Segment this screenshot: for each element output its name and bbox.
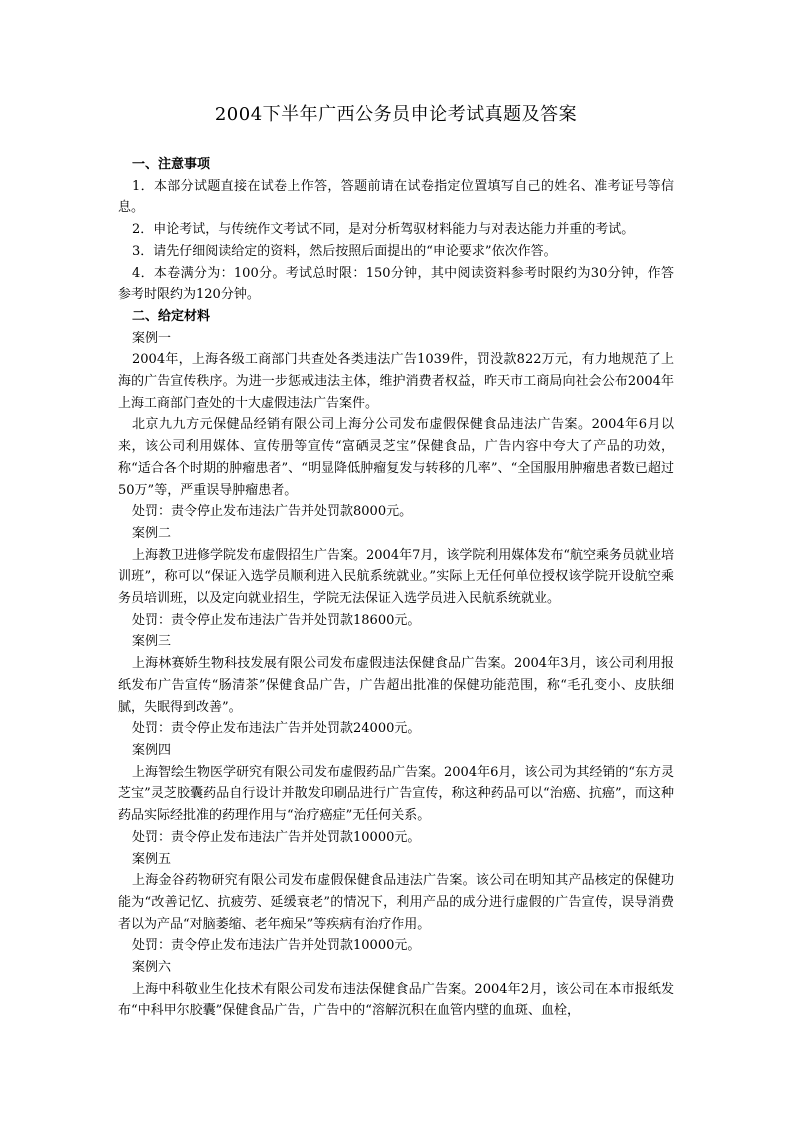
case-body: 上海金谷药物研究有限公司发布虚假保健食品违法广告案。该公司在明知其产品核定的保健功能为“改善记忆、抗疲劳、延缓衰老”的情况下，利用产品的成分进行虚假的广告宣传，误导消费者以为产品“对脑萎缩、老年痴呆”等疾病有治疗作用。 [118,873,674,932]
case-penalty: 处罚：责令停止发布违法广告并处罚款8000元。 [132,504,413,520]
case-label: 案例五 [132,851,172,867]
case-body: 上海智绘生物医学研究有限公司发布虚假药品广告案。2004年6月，该公司为其经销的“东方灵芝宝”灵芝胶囊药品自行设计并散发印刷品进行广告宣传，称这种药品可以“治癌、抗癌”，而这种药品实际经批准的药理作用与“治疗癌症”无任何关系。 [118,764,675,824]
section-materials [118,306,674,1022]
case-penalty: 处罚：责令停止发布违法广告并处罚款10000元。 [132,938,421,954]
section-heading: 二、给定材料 [132,308,211,324]
case-body: 上海教卫进修学院发布虚假招生广告案。2004年7月，该学院利用媒体发布“航空乘务员就业培训班”，称可以“保证入选学员顺利进入民航系统就业。”实际上无任何单位授权该学院开设航空乘务员培训班，以及定向就业招生，学院无法保证入选学员进入民航系统就业。 [118,547,675,607]
case-label: 案例二 [132,525,172,541]
case-label: 案例三 [132,634,172,650]
case-body: 北京九九方元保健品经销有限公司上海分公司发布虚假保健食品违法广告案。2004年6月以来，该公司利用媒体、宣传册等宣传“富硒灵芝宝”保健食品，广告内容中夸大了产品的功效，称“适合各个时期的肿瘤患者”、“明显降低肿瘤复发与转移的几率”、“全国服用肿瘤患者数已超过50万”等，严重误导肿瘤患者。 [118,417,674,498]
section-notes [118,154,674,306]
section-heading: 一、注意事项 [132,157,211,172]
case-label: 案例四 [132,742,172,758]
case-label: 案例六 [132,960,172,976]
note-item: 3．请先仔细阅读给定的资料，然后按照后面提出的“申论要求”依次作答。 [132,243,557,259]
case-penalty: 处罚：责令停止发布违法广告并处罚款10000元。 [132,829,421,845]
case-body: 上海林赛娇生物科技发展有限公司发布虚假违法保健食品广告案。2004年3月，该公司利用报纸发布广告宣传“肠清茶”保健食品广告，广告超出批准的保健功能范围，称“毛孔变小、皮肤细腻，失眠得到改善”。 [118,656,674,715]
case-label: 案例一 [132,330,172,346]
case-penalty: 处罚：责令停止发布违法广告并处罚款24000元。 [132,721,421,737]
case-body: 上海中科敬业生化技术有限公司发布违法保健食品广告案。2004年2月，该公司在本市报纸发布“中科甲尔胶囊”保健食品广告，广告中的“溶解沉积在血管内壁的血斑、血栓， [118,981,674,1019]
case-intro: 2004年，上海各级工商部门共查处各类违法广告1039件，罚没款822万元，有力地规范了上海的广告宣传秩序。为进一步惩戒违法主体，维护消费者权益，昨天市工商局向社会公布2004年上海工商部门查处的十大虚假违法广告案件。 [118,352,674,411]
document-title: 2004下半年广西公务员申论考试真题及答案 [214,104,578,125]
note-item: 2．申论考试，与传统作文考试不同，是对分析驾驭材料能力与对表达能力并重的考试。 [132,222,635,238]
note-item: 1．本部分试题直接在试卷上作答，答题前请在试卷指定位置填写自己的姓名、准考证号等信息。 [118,178,674,216]
case-penalty: 处罚：责令停止发布违法广告并处罚款18600元。 [132,612,421,628]
note-item: 4．本卷满分为：100分。考试总时限：150分钟，其中阅读资料参考时限约为30分钟，作答参考时限约为120分钟。 [118,265,674,303]
